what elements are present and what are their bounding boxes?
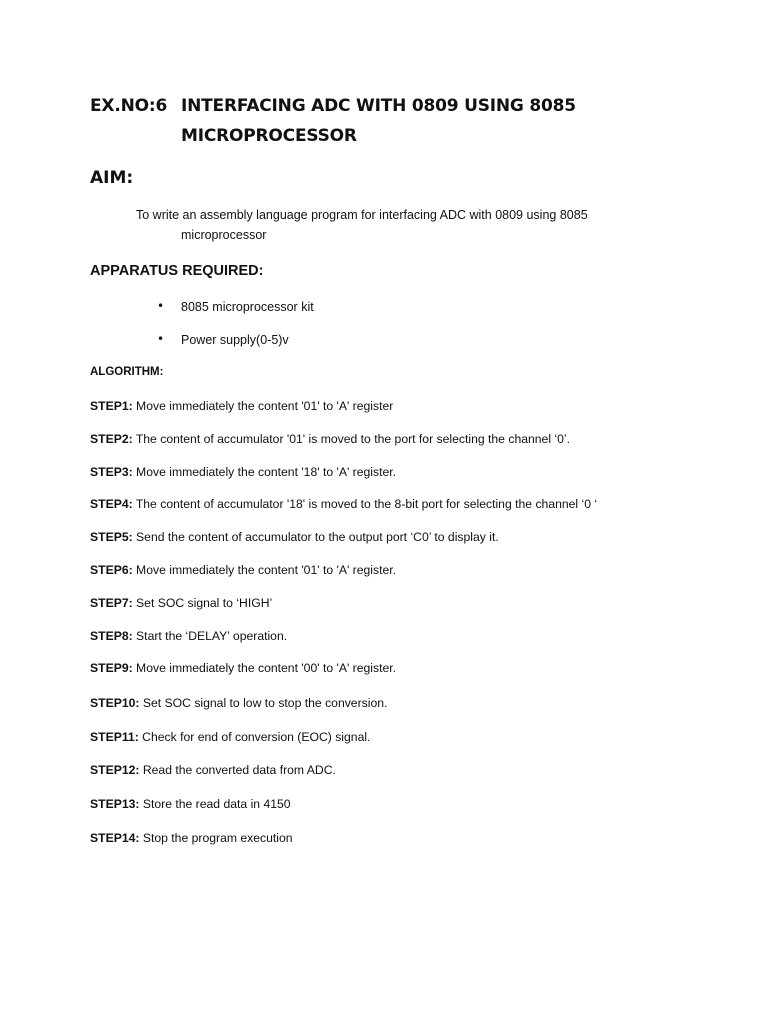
step-label: STEP2: — [90, 432, 133, 446]
algorithm-step — [90, 696, 387, 710]
step-text: Move immediately the content '18' to 'A' register. — [132, 465, 397, 479]
algorithm-step — [90, 530, 499, 544]
algorithm-step — [90, 465, 396, 479]
step-label: STEP11: — [90, 730, 139, 744]
step-text: Move immediately the content '00' to 'A' register. — [132, 661, 397, 675]
apparatus-heading: APPARATUS REQUIRED: — [90, 263, 264, 279]
bullet-icon: • — [157, 332, 165, 346]
algorithm-step — [90, 629, 287, 643]
apparatus-item: Power supply(0-5)v — [181, 333, 289, 347]
step-label: STEP9: — [90, 661, 133, 675]
algorithm-step — [90, 563, 396, 577]
algorithm-step — [90, 763, 336, 777]
step-text: Read the converted data from ADC. — [139, 763, 336, 777]
step-text: Store the read data in 4150 — [139, 797, 291, 811]
bullet-icon: • — [157, 299, 165, 313]
step-label: STEP12: — [90, 763, 140, 777]
algorithm-step — [90, 661, 396, 675]
algorithm-step — [90, 399, 393, 413]
algorithm-step — [90, 797, 291, 811]
step-label: STEP1: — [90, 399, 133, 413]
step-text: Start the ‘DELAY’ operation. — [132, 629, 288, 643]
step-label: STEP14: — [90, 831, 140, 845]
exercise-title-line1: INTERFACING ADC WITH 0809 USING 8085 — [181, 96, 576, 116]
algorithm-step — [90, 432, 570, 446]
algorithm-step — [90, 730, 370, 744]
step-label: STEP5: — [90, 530, 133, 544]
step-label: STEP10: — [90, 696, 140, 710]
step-text: Set SOC signal to ‘HIGH’ — [132, 596, 273, 610]
apparatus-item: 8085 microprocessor kit — [181, 300, 314, 314]
step-text: The content of accumulator '01' is moved to the port for selecting the channel ‘0’. — [132, 432, 571, 446]
step-text: The content of accumulator '18' is moved to the 8-bit port for selecting the channel ‘0 ‘ — [132, 497, 598, 511]
step-text: Move immediately the content '01' to 'A' register. — [132, 563, 397, 577]
step-text: Check for end of conversion (EOC) signal. — [138, 730, 371, 744]
step-text: Move immediately the content '01' to 'A' register — [132, 399, 394, 413]
aim-heading: AIM: — [90, 168, 134, 188]
step-label: STEP13: — [90, 797, 140, 811]
step-label: STEP6: — [90, 563, 133, 577]
aim-text-line2: microprocessor — [181, 228, 267, 242]
step-text: Stop the program execution — [139, 831, 293, 845]
algorithm-heading: ALGORITHM: — [90, 366, 164, 378]
algorithm-step — [90, 831, 293, 845]
exercise-title-line2: MICROPROCESSOR — [181, 126, 357, 146]
exercise-number: EX.NO:6 — [90, 96, 168, 116]
step-label: STEP8: — [90, 629, 133, 643]
algorithm-step — [90, 497, 597, 511]
step-label: STEP4: — [90, 497, 133, 511]
step-label: STEP3: — [90, 465, 133, 479]
aim-text-line1: To write an assembly language program for interfacing ADC with 0809 using 8085 — [136, 208, 588, 222]
step-text: Send the content of accumulator to the output port ‘C0’ to display it. — [132, 530, 499, 544]
step-text: Set SOC signal to low to stop the conversion. — [139, 696, 388, 710]
algorithm-step — [90, 596, 272, 610]
step-label: STEP7: — [90, 596, 133, 610]
